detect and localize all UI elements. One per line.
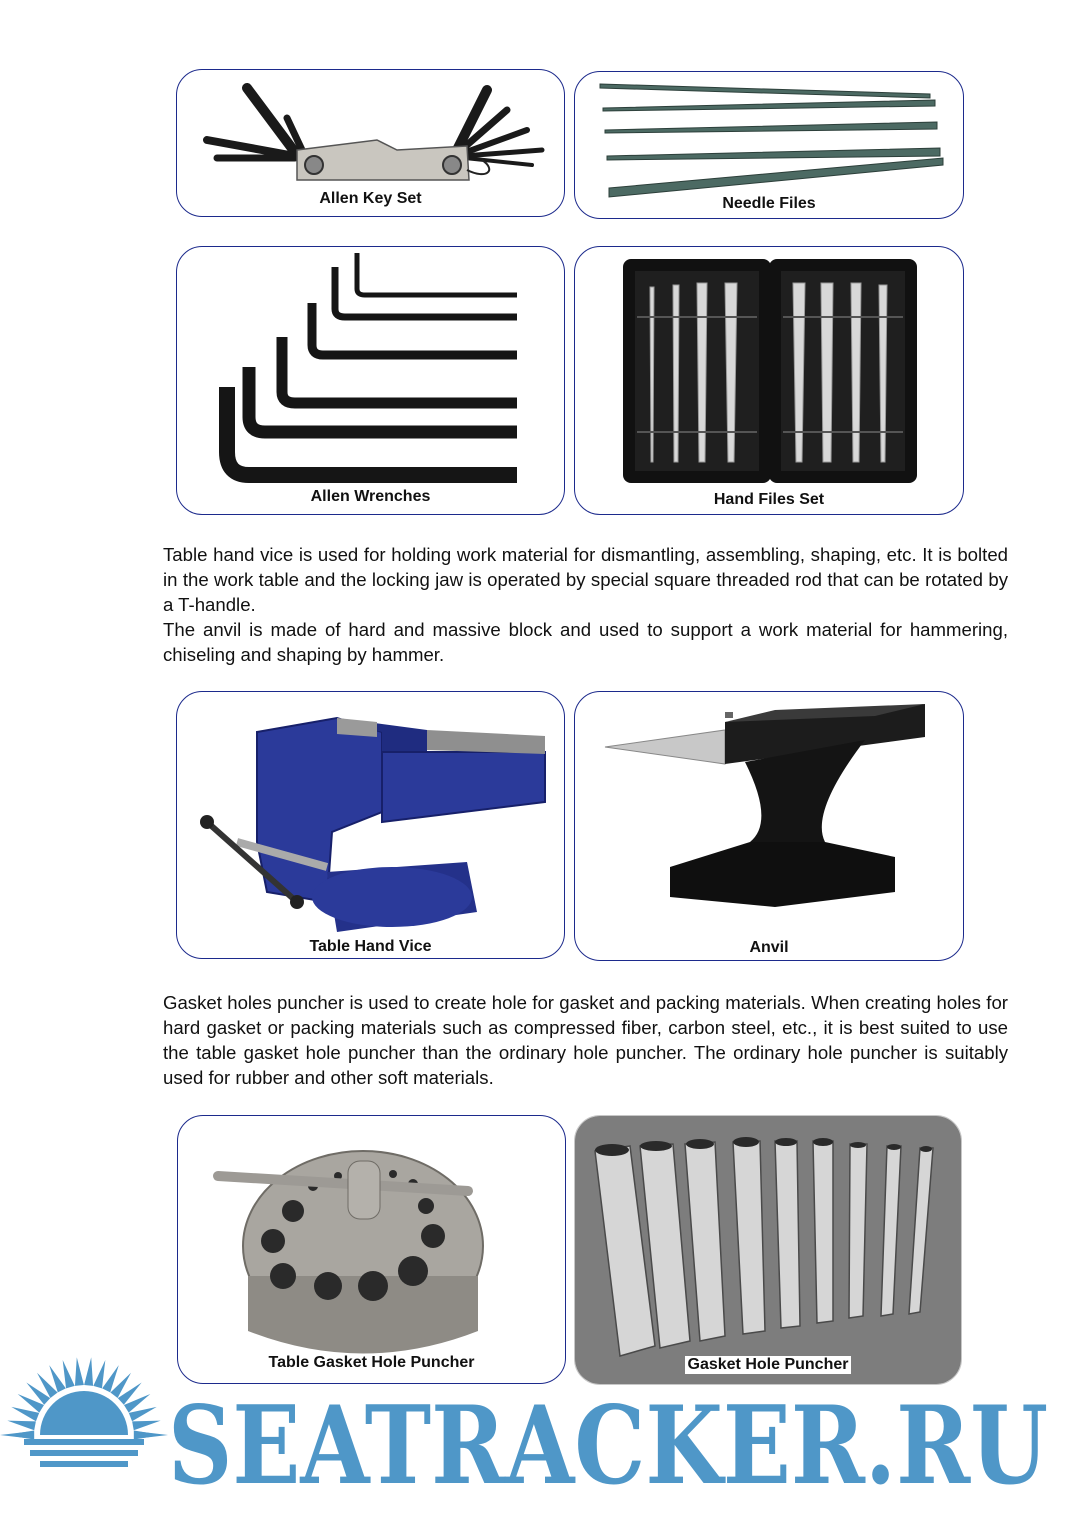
card-allen-key-set [176, 69, 565, 217]
anvil-image [575, 692, 964, 961]
sun-ray [75, 1357, 84, 1385]
caption-hand-files-set: Hand Files Set [713, 491, 825, 508]
paragraph-vice-anvil [163, 542, 1008, 667]
card-hand-files-set [574, 246, 964, 515]
card-gasket-hole-puncher [574, 1115, 962, 1385]
allen-wrenches-image [177, 247, 565, 515]
table-hand-vice-image [177, 692, 565, 959]
sun-ray [132, 1421, 161, 1431]
caption-needle-files: Needle Files [722, 195, 816, 212]
sun-ray [84, 1357, 93, 1385]
card-needle-files [574, 71, 964, 219]
paragraph-gasket [163, 990, 1008, 1090]
sun-logo-icon [0, 1357, 168, 1467]
sun-ray [93, 1360, 105, 1388]
card-allen-wrenches [176, 246, 565, 515]
sun-ray [63, 1360, 75, 1388]
table-gasket-hole-puncher-image [178, 1116, 566, 1384]
gasket-hole-puncher-image [575, 1116, 962, 1385]
card-anvil [574, 691, 964, 961]
watermark [0, 1355, 1080, 1514]
caption-gasket-hole-puncher: Gasket Hole Puncher [685, 1356, 852, 1374]
hand-files-set-image [575, 247, 964, 515]
paragraph-anvil: The anvil is made of hard and massive block and used to support a work material for hammering, chiseling and shaping by hammer. [163, 619, 1008, 665]
sun-ray [7, 1421, 36, 1431]
paragraph-vice: Table hand vice is used for holding work material for dismantling, assembling, shaping, etc. It is bolted in the work table and the locking jaw is operated by special square threaded rod that can be rotated by a T-handle. [163, 544, 1008, 615]
caption-allen-key-set: Allen Key Set [319, 190, 422, 207]
caption-allen-wrenches: Allen Wrenches [310, 488, 431, 505]
sun-ray [0, 1431, 34, 1439]
sun-ray [129, 1407, 157, 1421]
paragraph-gasket-text: Gasket holes puncher is used to create hole for gasket and packing materials. When creating holes for hard gasket or packing materials such as compressed fiber, carbon steel, etc., it is best suited to use the table gasket hole puncher than the ordinary hole puncher. The ordinary hole puncher is suitably used for rubber and other soft materials. [163, 992, 1008, 1088]
caption-anvil: Anvil [749, 939, 789, 956]
card-table-gasket-hole-puncher [177, 1115, 566, 1384]
caption-table-hand-vice: Table Hand Vice [309, 938, 432, 955]
sun-ray [134, 1431, 168, 1439]
caption-table-gasket-hole-puncher: Table Gasket Hole Puncher [268, 1354, 475, 1371]
watermark-text: SEATRACKER.RU [168, 1383, 1048, 1509]
card-table-hand-vice [176, 691, 565, 959]
sun-ray [11, 1407, 39, 1421]
